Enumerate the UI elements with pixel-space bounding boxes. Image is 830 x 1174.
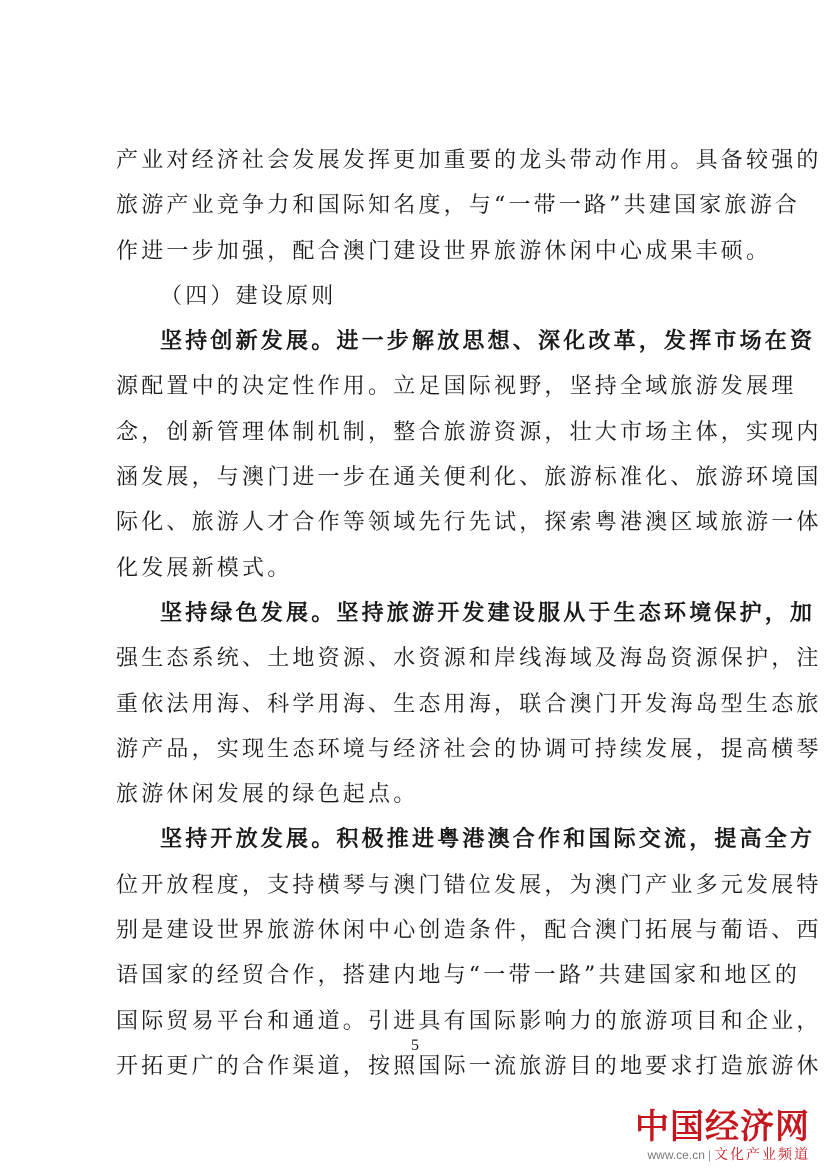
- text-line: 强生态系统、土地资源、水资源和岸线海域及海岛资源保护，注: [116, 646, 822, 672]
- body-text: [116, 138, 822, 1089]
- watermark-separator: |: [707, 1148, 711, 1162]
- text-line: 位开放程度，支持横琴与澳门错位发展，为澳门产业多元发展特: [116, 872, 822, 898]
- text-line: 作进一步加强，配合澳门建设世界旅游休闲中心成果丰硕。: [116, 238, 772, 264]
- watermark-url: www.ce.cn: [647, 1148, 705, 1162]
- page-number: 5: [411, 1037, 419, 1054]
- text-line: 源配置中的决定性作用。立足国际视野，坚持全域旅游发展理: [116, 374, 797, 400]
- text-line: 国际贸易平台和通道。引进具有国际影响力的旅游项目和企业，: [116, 1008, 822, 1034]
- paragraph-start-green: 坚持绿色发展。坚持旅游开发建设服从于生态环境保护，加: [160, 599, 816, 626]
- text-line: 游产品，实现生态环境与经济社会的协调可持续发展，提高横琴: [116, 736, 822, 762]
- text-line: 语国家的经贸合作，搭建内地与“一带一路”共建国家和地区的: [116, 963, 801, 989]
- text-line: 别是建设世界旅游休闲中心创造条件，配合澳门拓展与葡语、西: [116, 918, 822, 944]
- text-line: 际化、旅游人才合作等领域先行先试，探索粤港澳区域旅游一体: [116, 510, 822, 536]
- paragraph-start-innovation: 坚持创新发展。进一步解放思想、深化改革，发挥市场在资: [160, 328, 816, 355]
- text-line: 产业对经济社会发展发挥更加重要的龙头带动作用。具备较强的: [116, 148, 822, 173]
- text-line: 重依法用海、科学用海、生态用海，联合澳门开发海岛型生态旅: [116, 691, 822, 717]
- watermark-footer: [630, 1146, 810, 1163]
- paragraph-start-open: 坚持开放发展。积极推进粤港澳合作和国际交流，提高全方: [160, 826, 816, 853]
- watermark: [630, 1108, 810, 1166]
- watermark-logo: 中国经济网: [635, 1107, 810, 1147]
- text-line: 涵发展，与澳门进一步在通关便利化、旅游标准化、旅游环境国: [116, 465, 822, 491]
- text-line: 开拓更广的合作渠道，按照国际一流旅游目的地要求打造旅游休: [116, 1053, 822, 1079]
- section-heading: （四）建设原则: [160, 283, 337, 309]
- watermark-channel: 文化产业频道: [714, 1146, 810, 1162]
- text-line: 化发展新模式。: [116, 555, 293, 581]
- text-line: 念，创新管理体制机制，整合旅游资源，壮大市场主体，实现内: [116, 419, 822, 445]
- text-line: 旅游产业竞争力和国际知名度，与“一带一路”共建国家旅游合: [116, 193, 801, 219]
- text-line: 旅游休闲发展的绿色起点。: [116, 782, 419, 808]
